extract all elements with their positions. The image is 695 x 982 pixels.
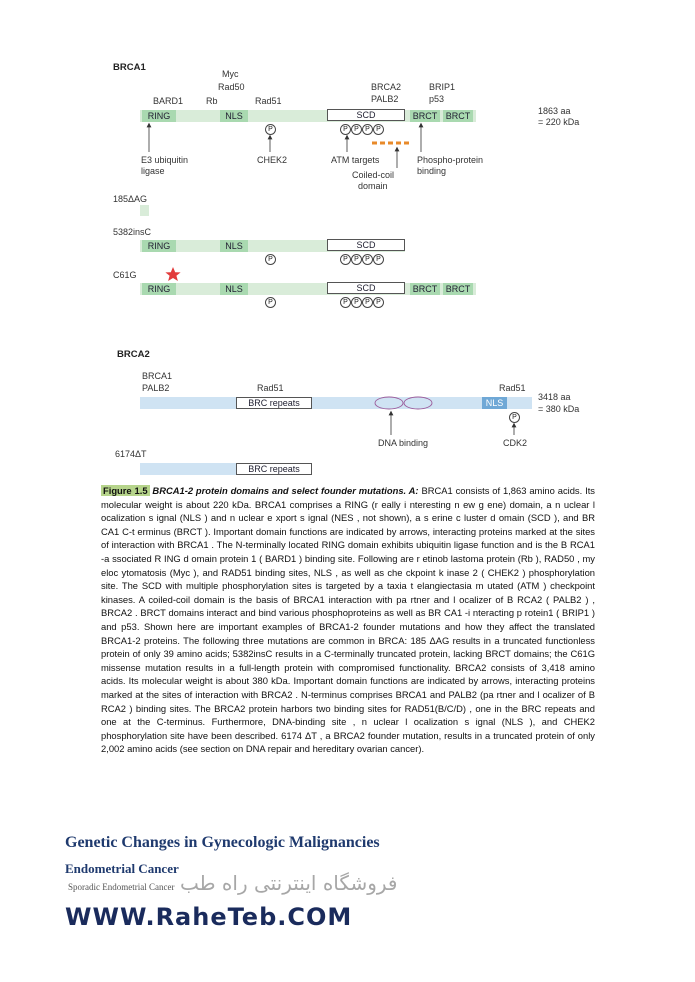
brca1-nls-domain: NLS bbox=[220, 110, 248, 122]
label-rad50: Rad50 bbox=[218, 82, 245, 92]
brca1-size-aa: 1863 aa bbox=[538, 106, 571, 116]
label-phospho-binding-1: Phospho-protein bbox=[417, 155, 484, 165]
5382insc-scd-domain: SCD bbox=[327, 239, 405, 251]
section-title: Endometrial Cancer bbox=[65, 861, 179, 876]
label-atm-targets: ATM targets bbox=[331, 155, 380, 165]
mutation-5382insc: 5382insC bbox=[113, 227, 152, 237]
figure-caption bbox=[101, 484, 595, 756]
c61g-ring-domain: RING bbox=[142, 283, 176, 295]
label-cdk2: CDK2 bbox=[503, 438, 528, 448]
label-bard1: BARD1 bbox=[153, 96, 184, 106]
phospho-site-icon: P bbox=[362, 297, 373, 308]
phospho-site-icon: P bbox=[373, 254, 384, 265]
brca1-brct-domain-1: BRCT bbox=[410, 110, 440, 122]
watermark-persian: فروشگاه اینترنتی راه طب bbox=[180, 871, 398, 895]
label-palb2: PALB2 bbox=[371, 94, 399, 104]
c61g-brct-domain-2: BRCT bbox=[443, 283, 473, 295]
dna-binding-ellipse-1 bbox=[375, 397, 403, 409]
c61g-scd-domain: SCD bbox=[327, 282, 405, 294]
label-e3-ligase-2: ligase bbox=[141, 166, 165, 176]
brca2-brc-repeats: BRC repeats bbox=[236, 397, 312, 409]
label-myc: Myc bbox=[222, 69, 239, 79]
brca1-ring-domain: RING bbox=[142, 110, 176, 122]
figure-label: Figure 1.5 bbox=[103, 485, 148, 496]
watermark-url: WWW.RaheTeb.COM bbox=[65, 903, 353, 931]
label-rad51: Rad51 bbox=[255, 96, 282, 106]
phospho-site-icon: P bbox=[265, 124, 276, 135]
phospho-site-icon: P bbox=[340, 254, 351, 265]
mutation-6174delt: 6174ΔT bbox=[115, 449, 147, 459]
dna-binding-ellipse-2 bbox=[404, 397, 432, 409]
brca2-size-aa: 3418 aa bbox=[538, 392, 571, 402]
label-coiled-coil-1: Coiled-coil bbox=[352, 170, 395, 180]
brca2-size-kda: = 380 kDa bbox=[538, 404, 580, 414]
label-p53: p53 bbox=[429, 94, 445, 104]
brca1-title: BRCA1 bbox=[113, 62, 146, 73]
label-rad51-left: Rad51 bbox=[257, 383, 284, 393]
label-coiled-coil-2: domain bbox=[358, 181, 388, 191]
phospho-site-icon: P bbox=[362, 254, 373, 265]
phospho-site-icon: P bbox=[362, 124, 373, 135]
brca2-title: BRCA2 bbox=[117, 349, 150, 360]
figure-title: BRCA1-2 protein domains and select founder mutations. A: bbox=[149, 485, 422, 496]
phospho-site-icon: P bbox=[351, 254, 362, 265]
label-e3-ligase-1: E3 ubiquitin bbox=[141, 155, 189, 165]
chapter-title: Genetic Changes in Gynecologic Malignancies bbox=[65, 834, 380, 851]
phospho-site-icon: P bbox=[351, 124, 362, 135]
label-brca2: BRCA2 bbox=[371, 82, 402, 92]
phospho-site-icon: P bbox=[265, 297, 276, 308]
label-palb2: PALB2 bbox=[142, 383, 170, 393]
label-brca1: BRCA1 bbox=[142, 371, 173, 381]
mutation-185delag: 185ΔAG bbox=[113, 194, 148, 204]
mutation-c61g: C61G bbox=[113, 270, 137, 280]
phospho-site-icon: P bbox=[351, 297, 362, 308]
label-rb: Rb bbox=[206, 96, 218, 106]
c61g-nls-domain: NLS bbox=[220, 283, 248, 295]
phospho-site-icon: P bbox=[373, 124, 384, 135]
c61g-brct-domain-1: BRCT bbox=[410, 283, 440, 295]
5382insc-nls-domain: NLS bbox=[220, 240, 248, 252]
label-rad51-right: Rad51 bbox=[499, 383, 526, 393]
label-brip1: BRIP1 bbox=[429, 82, 456, 92]
6174delt-brc-repeats: BRC repeats bbox=[236, 463, 312, 475]
brca1-size-kda: = 220 kDa bbox=[538, 117, 580, 127]
c61g-mutation-star-icon bbox=[165, 267, 180, 281]
brca1-scd-domain: SCD bbox=[327, 109, 405, 121]
figure-caption-body: BRCA1 consists of 1,863 amino acids. Its molecular weight is about 220 kDa. BRCA1 comprises a RING (r eally i nteresting n ew g ene) domain, a n uclear l ocalization s ignal (NLS ) and n uclear e xport s ignal (NES , not shown), a s erine c luster d omain (SCD ), and BR CA1 C-t erminus (BRCT ). Important domain functions are indicated by arrows, interacting proteins marked at the sites of interaction with BRCA1 . The N-terminally located RING domain exhibits ubiquitin ligase function and is the B RCA1 -a ssociated R ING d omain protein 1 ( BARD1 ) binding site. Following are r etinob lastoma protein (Rb ), RAD50 , my eloc ytomatosis (Myc ), and RAD51 binding sites, NLS , as well as che ckpoint k inase 2 ( CHEK2 ) phosphorylation site. The SCD with multiple phosphorylation sites is targeted by a taxia t elangiectasia m utated (ATM ) checkpoint kinases. A coiled-coil domain is the basis of BRCA1 interaction with pa rtner and l ocalizer of B RCA2 ( PALB2 ) , BRCA2 . BRCT domains interact and bind various phosphoproteins as well as BR CA1 -i nteracting p rotein1 ( BRIP1 ) and p53. Shown here are important examples of BRCA1-2 founder mutations and how they affect the translated BRCA1-2 proteins. The following three mutations are common in BRCA: 185 ΔAG results in a truncated functionless protein of only 39 amino acids; 5382insC results in a C-terminally truncated protein, lacking BRCT domains; the C61G missense mutation results in a full-length protein with compromised functionality. BRCA2 consists of 3,418 amino acids. Its molecular weight is about 380 kDa. Important domain functions are indicated by arrows, interacting proteins marked at the sites of interaction with BRCA2 . N-terminus comprises BRCA1 and PALB2 (pa rtner and l ocalizer of B RCA2 ) binding sites. The BRCA2 protein harbors two binding sites for RAD51(B/C/D) , one in the BRC repeats and one at the C-terminus. Furthermore, DNA-binding site , n uclear l ocalization s ignal (NLS ), and CHEK2 phosphorylation site have been described. 6174 ΔT , a BRCA2 founder mutation, results in a truncated protein of only 2,002 amino acids (see section on DNA repair and hereditary ovarian cancer). bbox=[101, 485, 595, 755]
5382insc-ring-domain: RING bbox=[142, 240, 176, 252]
subsection-title: Sporadic Endometrial Cancer bbox=[68, 882, 175, 892]
phospho-site-icon: P bbox=[340, 124, 351, 135]
label-chek2: CHEK2 bbox=[257, 155, 288, 165]
brca1-brct-domain-2: BRCT bbox=[443, 110, 473, 122]
phospho-site-icon: P bbox=[373, 297, 384, 308]
phospho-site-icon: P bbox=[340, 297, 351, 308]
phospho-site-icon: P bbox=[265, 254, 276, 265]
brca2-nls-domain: NLS bbox=[482, 397, 507, 409]
label-phospho-binding-2: binding bbox=[417, 166, 447, 176]
label-dna-binding: DNA binding bbox=[378, 438, 429, 448]
phospho-site-icon: P bbox=[509, 412, 520, 423]
